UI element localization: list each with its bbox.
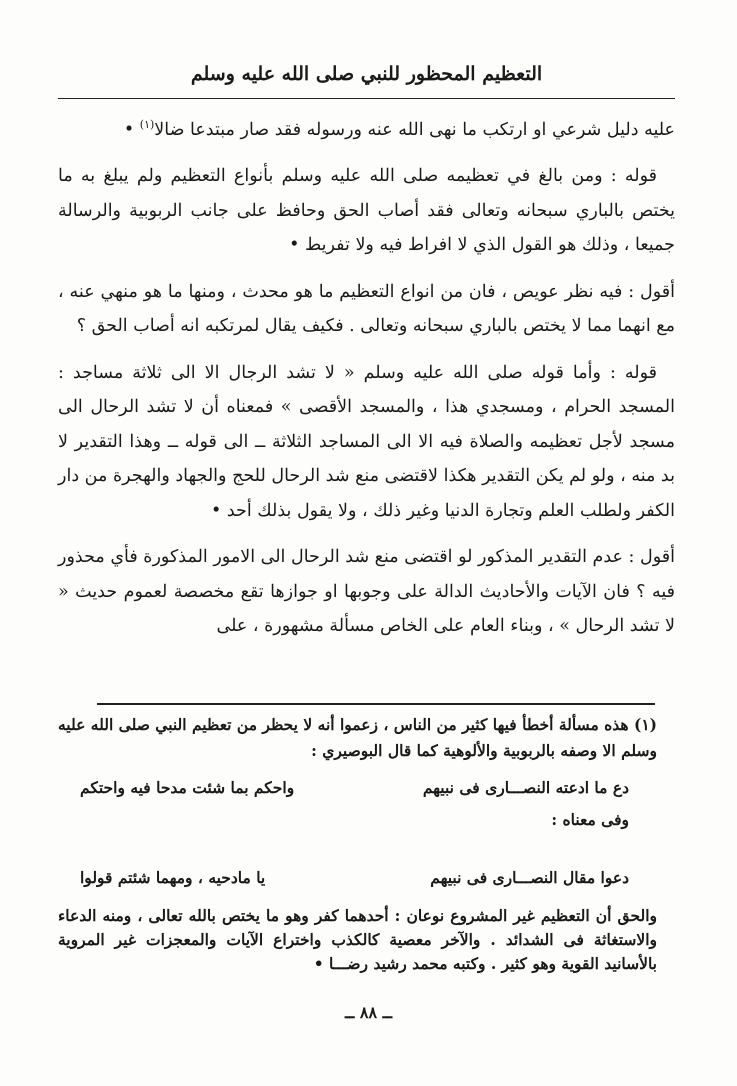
verse-line-1 [80,774,629,802]
footnote-reference[interactable]: (١) [139,118,155,131]
running-header: التعظيم المحظور للنبي صلى الله عليه وسلم [190,63,543,85]
paragraph-quote-1: قوله : ومن بالغ في تعظيمه صلى الله عليه وسلم بأنواع التعظيم ولم يبلغ به ما يختص بالباري سبحانه وتعالى فقد أصاب الحق وحافظ على جانب الربوبية والرسالة جميعا ، وذلك هو القول الذي لا افراط فيه ولا تفريط • [58,166,675,256]
paragraph-end-mark: • [123,119,140,140]
footnote-conclusion: والحق أن التعظيم غير المشروع نوعان : أحدهما كفر وهو ما يختص بالله تعالى ، ومنه الدعاء والاستغاثة فى الشدائد . والآخر معصية كالكذب واختراع الآيات والمعجزات غير المروية بالأسانيد القوية وهو كثير . وكتبه محمد رشيد رضـــا • [58,906,657,973]
footnote-rule [97,703,655,705]
verse-2-first-hemistich: دعوا مقال النصـــارى فى نبيهم [430,868,629,887]
paragraph-reply-1: أقول : فيه نظر عويص ، فان من انواع التعظيم ما هو محدث ، ومنها ما هو منهي عنه ، مع انهما مما لا يختص بالباري سبحانه وتعالى . فكيف يقال لمرتكبه انه أصاب الحق ؟ [58,281,675,337]
verse-2-second-hemistich: يا مادحيه ، ومهما شئتم قولوا [80,868,266,887]
footnote-intro: (١) هذه مسألة أخطأ فيها كثير من الناس ، زعموا أنه لا يحظر من تعظيم النبي صلى الله عليه وسلم الا وصفه بالربوبية والألوهية كما قال البوصيري : [58,715,657,760]
verse-label: وفى معناه : [551,810,629,829]
footnote [58,712,657,976]
verse-1-first-hemistich: دع ما ادعته النصـــارى فى نبيهم [422,778,629,797]
verse-line-2 [80,864,629,892]
paragraph-quote-2: قوله : وأما قوله صلى الله عليه وسلم « لا تشد الرجال الا الى ثلاثة مساجد : المسجد الحرام ، ومسجدي هذا ، والمسجد الأقصى » فمعناه أن لا تشد الرحال الى مسجد لأجل تعظيمه والصلاة فيه الا الى المساجد الثلاثة ــ الى قوله ــ وهذا التقدير لا بد منه ، ولو لم يكن التقدير هكذا لاقتضى منع شد الرحال للحج والجهاد والهجرة من دار الكفر ولطلب العلم وتجارة الدنيا وغير ذلك ، ولا يقول بذلك أحد • [58,362,675,521]
paragraph-reply-2: أقول : عدم التقدير المذكور لو اقتضى منع شد الرحال الى الامور المذكورة فأي محذور فيه ؟ فان الآيات والأحاديث الدالة على وجوبها او جوازها تقع مخصصة لعموم حديث « لا تشد الرحال » ، وبناء العام على الخاص مسألة مشهورة ، على [58,547,675,637]
paragraph-text: عليه دليل شرعي او ارتكب ما نهى الله عنه ورسوله فقد صار مبتدعا ضالا [154,119,675,140]
paragraph-continuation [58,108,675,147]
main-text [58,108,675,644]
verse-1-second-hemistich: واحكم بما شئت مدحا فيه واحتكم [80,778,295,797]
header-rule [58,98,675,99]
page-number: ــ ٨٨ ــ [344,1003,393,1022]
